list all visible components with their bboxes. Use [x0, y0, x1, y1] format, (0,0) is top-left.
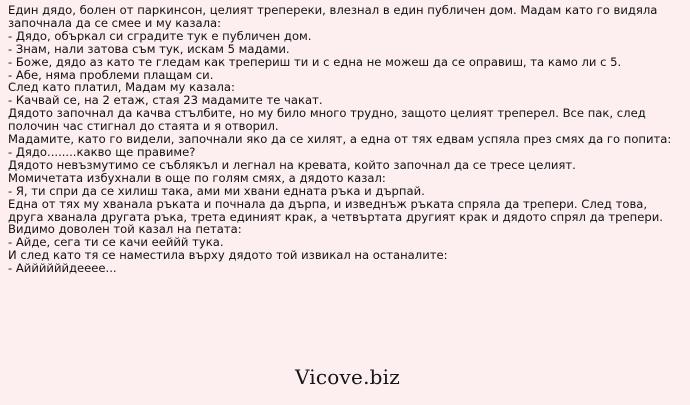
joke-line: Дядото невъзмутимо се съблякъл и легнал на кревата, който започнал да се тресе целият.: [8, 157, 576, 172]
joke-line: - Абе, няма проблеми плащам си.: [8, 67, 214, 82]
joke-line: Мадамите, като го видели, започнали яко да се хилят, а една от тях едвам успяла през смях да го попита:: [8, 132, 672, 147]
joke-line: - Качвай се, на 2 етаж, стая 23 мадамите те чакат.: [8, 93, 323, 108]
joke-line: - Знам, нали затова съм тук, искам 5 мадами.: [8, 41, 290, 56]
joke-line: - Дядо........какво ще правиме?: [8, 144, 196, 159]
joke-line: - Дядо, объркал си сградите тук е публичен дом.: [8, 28, 312, 43]
joke-line: - Боже, дядо аз като те гледам как трепериш ти и с една не можеш да се оправиш, та камо ли с 5.: [8, 54, 622, 69]
joke-line: Един дядо, болен от паркинсон, целият трепереки, влезнал в един публичен дом. Мадам като го видяла започнала да се смее и му казала:: [8, 3, 658, 30]
joke-line: - Айде, сега ти се качи ееййй тука.: [8, 235, 224, 250]
joke-line: След като платил, Мадам му казала:: [8, 80, 235, 95]
joke-line: Момичетата избухнали в още по голям смях, а дядото казал:: [8, 170, 386, 185]
joke-line: - Аййййййдееее...: [8, 261, 117, 276]
joke-line: Една от тях му хванала ръката и почнала да дърпа, и изведнъж ръката спряла да трепери. След това, друга хванала другата ръка, трета единият крак, а четвъртата другият крак и дядото спрял да трепери. Видимо доволен той казал на петата:: [8, 196, 663, 237]
joke-line: - Я, ти спри да се хилиш така, ами ми хвани едната ръка и дърпай.: [8, 183, 425, 198]
joke-line: И след като тя се наместила върху дядото той извикал на останалите:: [8, 248, 448, 263]
joke-line: Дядото започнал да качва стълбите, но му било много трудно, защото целият треперел. Все пак, след полочин час стигнал до стаята и я отворил.: [8, 106, 646, 134]
joke-text: [8, 4, 684, 275]
site-watermark: Vicove.biz: [295, 365, 400, 389]
